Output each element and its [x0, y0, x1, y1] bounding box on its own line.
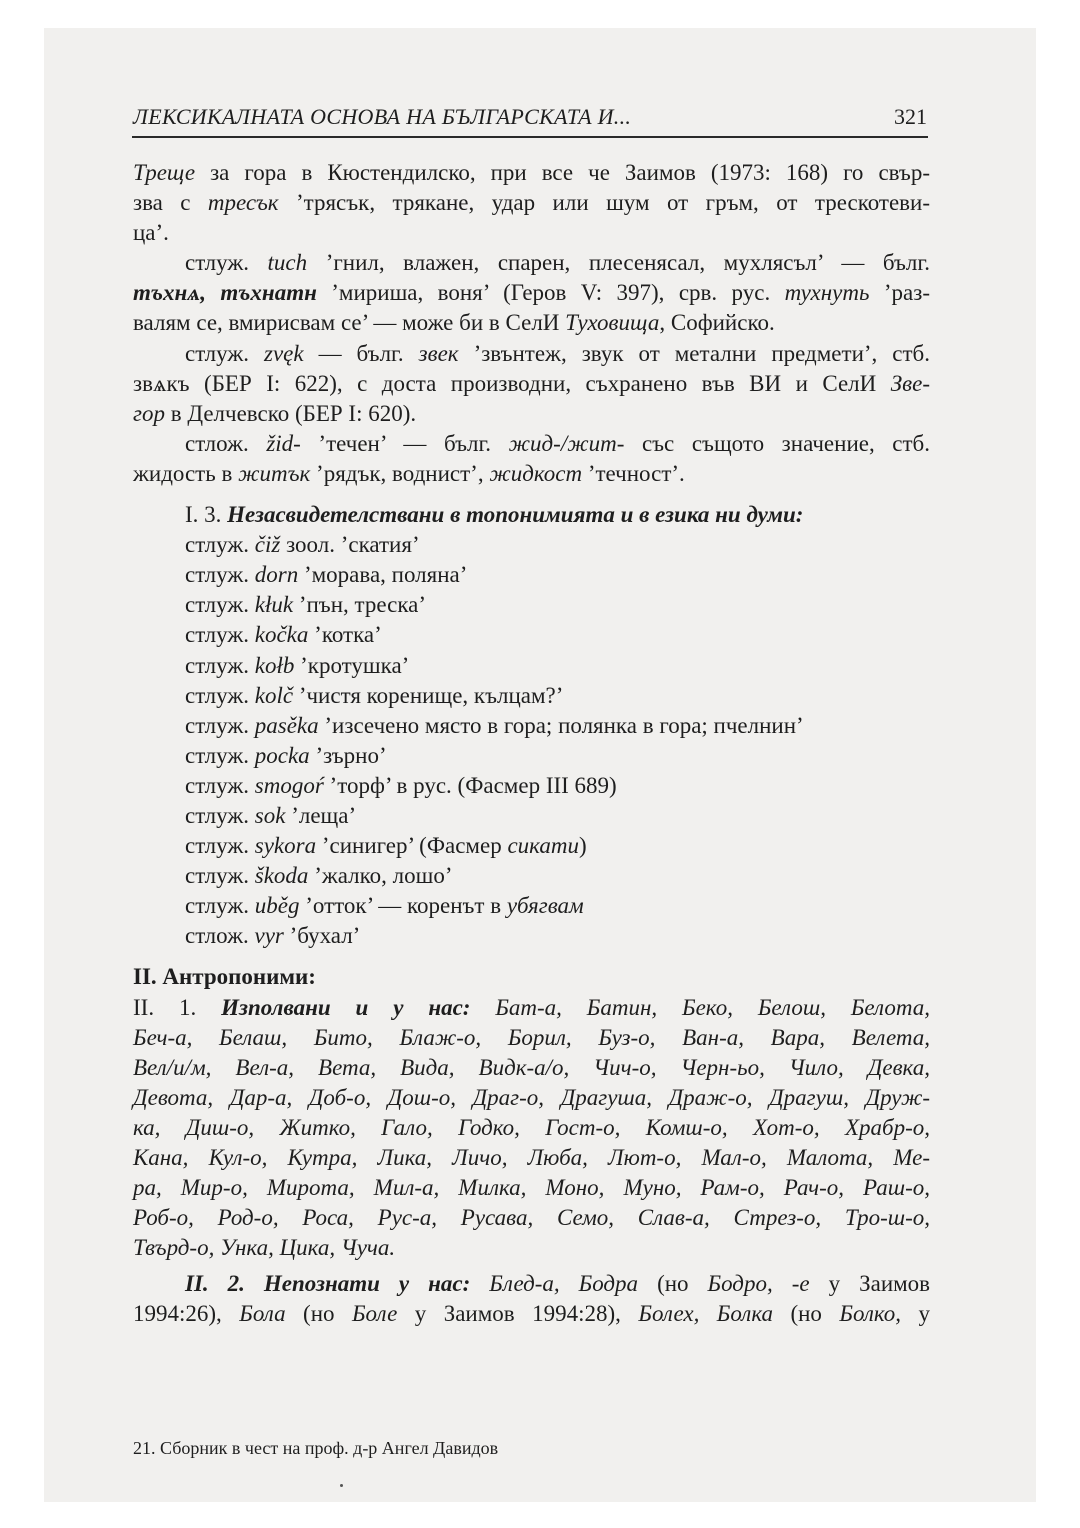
- language-abbr: стлуж.: [185, 712, 255, 738]
- text-line: Вел/и/м, Вел-а, Вета, Вида, Видк-а/о, Чич-о, Черн-ьо, Чило, Девка,: [133, 1054, 930, 1080]
- text-line: Твърд-о, Унка, Цика, Чуча.: [133, 1235, 396, 1261]
- text-line: [133, 369, 930, 399]
- word: тресък: [207, 190, 279, 216]
- text: ): [578, 833, 587, 859]
- footnote: 21. Сборник в чест на проф. д-р Ангел Давидов: [133, 1438, 499, 1458]
- word: zvęk: [264, 340, 304, 366]
- text: ’трясък, трякане, удар или шум от гръм, от трескотеви-: [278, 190, 930, 216]
- language-abbr: стлуж.: [185, 682, 255, 708]
- word-list-item: [133, 590, 930, 620]
- word-list-item: [133, 560, 930, 590]
- text-line: [133, 278, 930, 308]
- gloss: ’кротушка’: [294, 652, 410, 678]
- gloss: зоол. ’скатия’: [280, 532, 420, 558]
- text: стлож.: [185, 430, 267, 456]
- header-rule: [132, 136, 928, 138]
- toponym: Туховища: [565, 310, 660, 336]
- word: vyr: [254, 923, 284, 949]
- text: валям се, вмирисвам се’ — може би в СелИ: [133, 310, 566, 336]
- text-line: [133, 308, 930, 338]
- section-heading: [133, 500, 930, 530]
- names: Боле: [351, 1301, 398, 1327]
- text: (но: [285, 1301, 352, 1327]
- text: , Софийско.: [659, 310, 775, 336]
- names: Бат-а, Батин, Беко, Белош, Белота,: [470, 994, 930, 1020]
- names: Бола: [239, 1301, 286, 1327]
- text: ’течност’.: [582, 460, 685, 486]
- word-list-item: [133, 620, 930, 650]
- text-line: [133, 429, 930, 459]
- text-line: ра, Мир-о, Мирота, Мил-а, Милка, Моно, Муно, Рам-о, Рач-о, Раш-о,: [133, 1175, 930, 1201]
- text: стлуж.: [185, 250, 268, 276]
- word: убягвам: [506, 893, 584, 919]
- language-abbr: стлуж.: [185, 863, 255, 889]
- gloss: ’отток’ — коренът в: [299, 893, 507, 919]
- language-abbr: стлуж.: [185, 532, 255, 558]
- text: звѧкъ (БЕР I: 622), с доста производни, съхранено във ВИ и СелИ: [133, 370, 891, 396]
- word: pasěka: [254, 712, 319, 738]
- word-list-item: [133, 801, 930, 831]
- text: ’раз-: [869, 280, 930, 306]
- section-title: Непознати у нас:: [263, 1271, 471, 1297]
- text-line: [133, 459, 930, 489]
- word-list-item: [133, 741, 930, 771]
- text: ’мириша, воня’ (Геров V: 397), срв. рус.: [316, 280, 785, 306]
- section-number: II. 2.: [185, 1271, 264, 1297]
- text-line: ца’.: [133, 220, 169, 246]
- section-title: Изполвани и у нас:: [221, 994, 471, 1020]
- word-list-item: [133, 921, 930, 951]
- word: звек: [418, 340, 459, 366]
- word: тухнуть: [784, 280, 870, 306]
- names: Бодро, -е: [707, 1271, 810, 1297]
- running-header: [133, 103, 927, 131]
- ink-dot: [340, 1484, 343, 1487]
- text: за гора в Кюстендилско, при все че Заимов (1973: 168) го свър-: [195, 160, 930, 185]
- text-line: [133, 188, 930, 218]
- text-line: [133, 1299, 930, 1329]
- names: Блед-а, Бодра: [470, 1271, 639, 1297]
- language-abbr: стлуж.: [185, 833, 255, 859]
- language-abbr: стлуж.: [185, 622, 255, 648]
- word: kłuk: [254, 592, 294, 618]
- text-line: Беч-а, Белаш, Бито, Блаж-о, Борил, Буз-о, Ван-а, Вара, Велета,: [133, 1024, 930, 1050]
- toponym: Зве-: [890, 370, 930, 396]
- word-list-item: [133, 530, 930, 560]
- word: škoda: [254, 863, 309, 889]
- word: sok: [254, 802, 286, 828]
- gloss: ’торф’ в рус. (Фасмер III 689): [323, 772, 617, 798]
- language-abbr: стлуж.: [185, 772, 255, 798]
- text: — бълг.: [303, 340, 419, 366]
- gloss: ’морава, поляна’: [298, 562, 468, 588]
- running-title: ЛЕКСИКАЛНАТА ОСНОВА НА БЪЛГАРСКАТА И...: [133, 104, 632, 129]
- text-line: Девота, Дар-а, Доб-о, Дош-о, Драг-о, Драгуша, Драж-о, Драгуш, Друж-: [133, 1084, 930, 1110]
- word: жидкост: [489, 460, 583, 486]
- section-title: Незасвидетелствани в топонимията и в езика ни думи:: [227, 502, 804, 528]
- gloss: ’бухал’: [283, 923, 361, 949]
- language-abbr: стлож.: [185, 923, 255, 949]
- text: стлуж.: [185, 340, 264, 366]
- word-list-item: [133, 831, 930, 861]
- gloss: ’чистя коренище, кълцам?’: [293, 682, 564, 708]
- word-list-item: [133, 891, 930, 921]
- language-abbr: стлуж.: [185, 893, 255, 919]
- text: у: [901, 1301, 931, 1327]
- word: жид-/жит-: [508, 430, 625, 456]
- text-line: Кана, Кул-о, Кутра, Лика, Личо, Люба, Лют-о, Мал-о, Малота, Ме-: [133, 1145, 930, 1170]
- page-body: [133, 158, 930, 1330]
- toponym: гор: [133, 400, 165, 426]
- text-line: [133, 248, 930, 278]
- word: tuch: [267, 250, 308, 276]
- text: ’гнил, влажен, спарен, плесенясал, мухлясъл’ — бълг.: [307, 250, 930, 276]
- word-list-item: [133, 651, 930, 681]
- gloss: ’леща’: [285, 802, 357, 828]
- word: žid-: [266, 430, 301, 456]
- word: житък: [238, 460, 311, 486]
- word: smogoŕ: [254, 772, 324, 798]
- text: зва с: [133, 190, 208, 216]
- word: сикати: [507, 833, 579, 859]
- text: ’течен’ — бълг.: [300, 430, 509, 456]
- gloss: ’пън, треска’: [293, 592, 427, 618]
- text: (но: [638, 1271, 708, 1297]
- text: (но: [773, 1301, 840, 1327]
- word-list-item: [133, 771, 930, 801]
- text: жидость в: [133, 460, 239, 486]
- gloss: ’зърно’: [309, 742, 387, 768]
- old-bulgarian-word: тъхнѧ, тъхнатн: [133, 280, 317, 306]
- section-number: I. 3.: [185, 502, 228, 528]
- language-abbr: стлуж.: [185, 652, 255, 678]
- word: kołb: [254, 652, 295, 678]
- text-line: [133, 993, 930, 1023]
- text: ’звънтеж, звук от метални предмети’, стб.: [458, 340, 930, 366]
- word-list-item: [133, 861, 930, 891]
- gloss: ’котка’: [308, 622, 382, 648]
- names: Болех, Болка: [638, 1301, 773, 1327]
- section-heading: II. Антропоними:: [133, 964, 316, 990]
- toponym: Треще: [133, 160, 196, 185]
- text-line: [133, 1269, 930, 1299]
- text: ’рядък, воднист’,: [310, 460, 490, 486]
- section-number: II. 1.: [133, 994, 222, 1020]
- word: kolč: [254, 682, 294, 708]
- gloss: ’синигер’ (Фасмер: [316, 833, 508, 859]
- text-line: [133, 158, 930, 188]
- word: uběg: [254, 893, 300, 919]
- word-list-item: [133, 681, 930, 711]
- word: kočka: [254, 622, 309, 648]
- language-abbr: стлуж.: [185, 592, 255, 618]
- text: у Заимов 1994:28),: [397, 1301, 639, 1327]
- text: със същото значение, стб.: [624, 430, 931, 456]
- text-line: Роб-о, Род-о, Роса, Рус-а, Русава, Семо, Слав-а, Стрез-о, Тро-ш-о,: [133, 1205, 930, 1231]
- text-line: [133, 339, 930, 369]
- gloss: ’изсечено място в гора; полянка в гора; пчелнин’: [318, 712, 804, 738]
- text-line: ка, Диш-о, Житко, Гало, Годко, Гост-о, Комш-о, Хот-о, Храбр-о,: [133, 1114, 930, 1140]
- gloss: ’жалко, лошо’: [308, 863, 453, 889]
- text-line: [133, 399, 930, 429]
- word-list: [133, 530, 930, 951]
- text: 1994:26),: [133, 1301, 240, 1327]
- language-abbr: стлуж.: [185, 562, 255, 588]
- page-number: 321: [894, 104, 927, 129]
- word: pocka: [254, 742, 310, 768]
- text: у Заимов: [809, 1271, 931, 1297]
- text: в Делчевско (БЕР I: 620).: [164, 400, 417, 426]
- names: Болко,: [839, 1301, 902, 1327]
- language-abbr: стлуж.: [185, 802, 255, 828]
- language-abbr: стлуж.: [185, 742, 255, 768]
- word-list-item: [133, 711, 930, 741]
- word: čiž: [254, 532, 281, 558]
- word: dorn: [254, 562, 299, 588]
- word: sykora: [254, 833, 317, 859]
